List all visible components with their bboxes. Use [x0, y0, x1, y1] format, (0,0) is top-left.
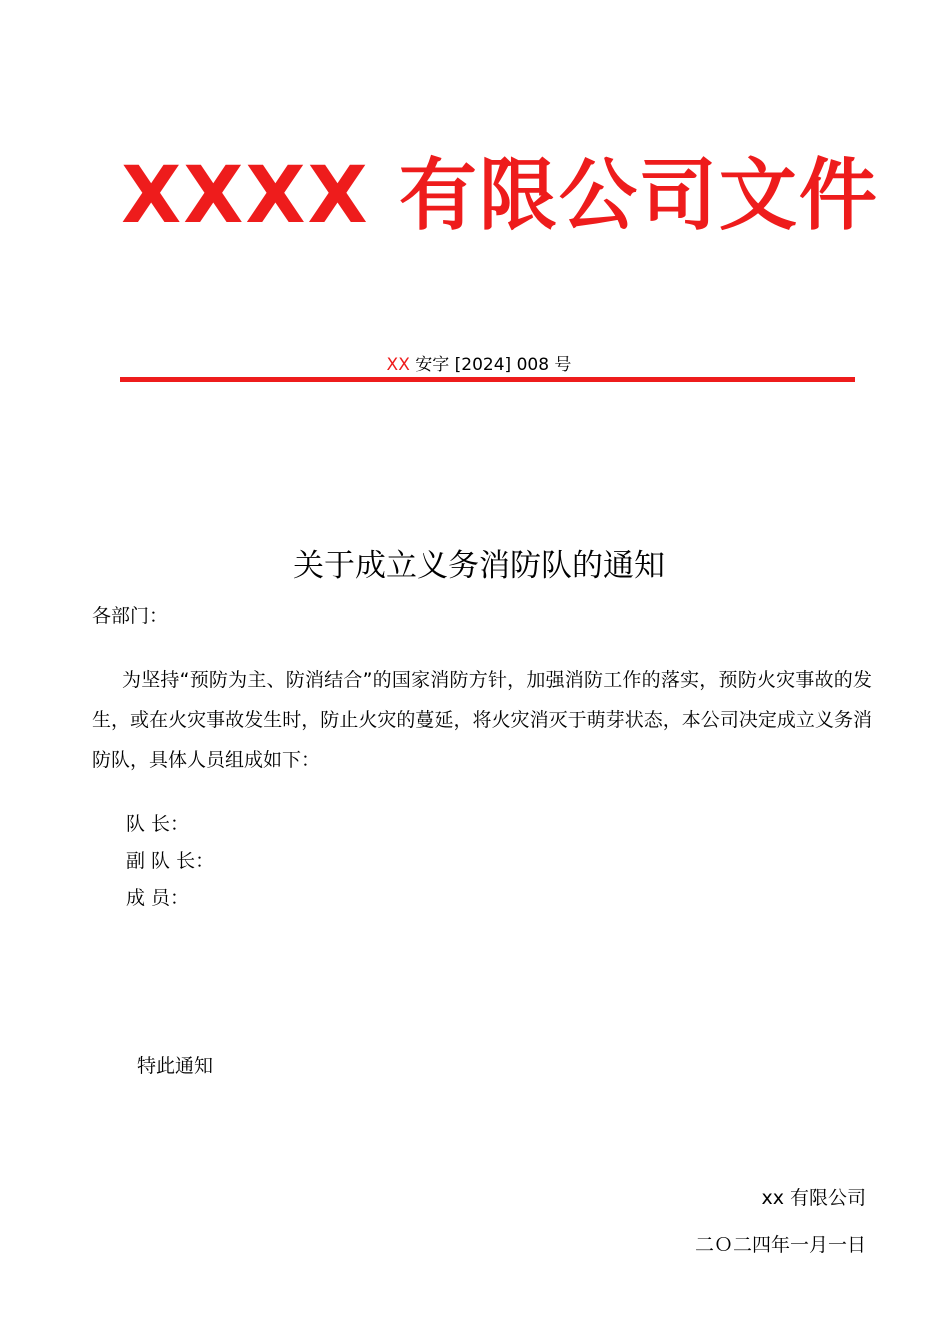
- roster-captain: 队 长：: [126, 813, 190, 835]
- signature-date: 二Ｏ二四年一月一日: [694, 1234, 866, 1256]
- notice-title: 关于成立义务消防队的通知: [293, 548, 665, 584]
- roster-vice-captain: 副 队 长：: [126, 850, 215, 872]
- team-roster: [126, 806, 214, 917]
- body-paragraph: 为坚持“预防为主、防消结合”的国家消防方针，加强消防工作的落实，预防火灾事故的发生，或在火灾事故发生时，防止火灾的蔓延，将火灾消灭于萌芽状态，本公司决定成立义务消防队，具体人员组成如下：: [92, 669, 872, 771]
- signature-company: xx 有限公司: [761, 1187, 866, 1209]
- document-number-text: 安字 [2024] 008 号: [409, 355, 572, 375]
- closing-remark: 特此通知: [137, 1055, 214, 1077]
- document-number-prefix: XX: [386, 355, 410, 375]
- red-header-title: XXXX 有限公司文件: [121, 151, 879, 241]
- roster-members: 成 员：: [126, 887, 190, 909]
- salutation: 各部门：: [92, 605, 169, 627]
- document-number: [0, 353, 950, 377]
- red-divider-line: [120, 377, 855, 382]
